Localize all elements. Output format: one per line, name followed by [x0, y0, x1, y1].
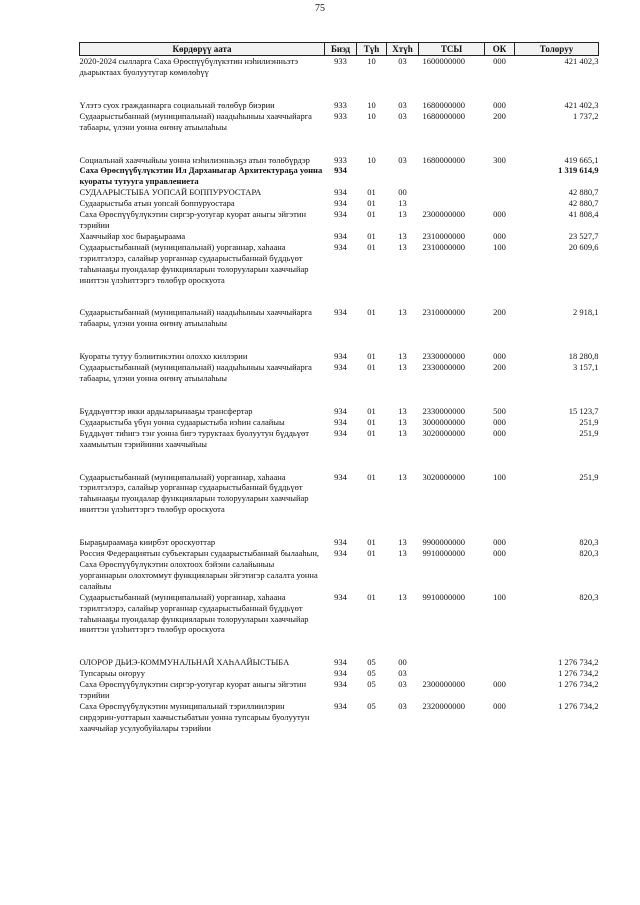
cell-expense: 000 — [493, 99, 506, 110]
cell-expense: 100 — [493, 241, 506, 252]
cell-name: Быраҕыраамаҕа киирбэт ороскуоттар — [79, 537, 216, 548]
row-spacer — [80, 384, 599, 406]
cell-target: 2330000000 — [422, 405, 465, 416]
cell-expense: 200 — [493, 110, 506, 121]
header-row — [80, 43, 599, 56]
cell-subsection: 13 — [398, 591, 407, 602]
cell-target: 2310000000 — [422, 241, 465, 252]
table-row — [80, 231, 599, 242]
cell-target — [419, 165, 485, 187]
cell-amount: 251,9 — [579, 416, 599, 427]
cell-ministry: 934 — [334, 187, 347, 198]
cell-target: 3020000000 — [422, 471, 465, 482]
table-row — [80, 428, 599, 450]
cell-ministry: 933 — [334, 154, 347, 165]
cell-subsection: 13 — [398, 537, 407, 548]
cell-section: 10 — [367, 99, 376, 110]
cell-section: 10 — [367, 154, 376, 165]
spacer-cell — [80, 384, 599, 406]
cell-section: 05 — [367, 657, 376, 668]
cell-section — [357, 165, 387, 187]
cell-section: 01 — [367, 209, 376, 220]
cell-expense: 200 — [493, 362, 506, 373]
row-spacer — [80, 78, 599, 100]
cell-target: 9900000000 — [422, 537, 465, 548]
cell-section: 01 — [367, 198, 376, 209]
cell-subsection: 13 — [398, 230, 407, 241]
table-row — [80, 701, 599, 734]
header-expense: ОК — [485, 43, 515, 56]
cell-ministry: 934 — [334, 307, 347, 318]
cell-subsection: 13 — [398, 362, 407, 373]
table-row — [80, 657, 599, 668]
cell-ministry: 934 — [334, 591, 347, 602]
cell-target — [419, 187, 485, 198]
cell-section: 05 — [367, 668, 376, 679]
cell-ministry: 934 — [334, 362, 347, 373]
cell-ministry: 934 — [334, 427, 347, 438]
cell-expense: 000 — [493, 209, 506, 220]
cell-subsection: 13 — [398, 405, 407, 416]
cell-name: Судаарыстыба үбүн уонна судаарыстыба иэһин салайыы — [79, 416, 285, 427]
cell-name: Үлэтэ суох гражданнарга социальнай төлөбүр биэрии — [79, 99, 275, 110]
header-section: Түһ — [357, 43, 387, 56]
cell-amount: 42 880,7 — [568, 198, 599, 209]
cell-name: Социальнай хааччыйыы уонна нэһилиэнньэҕэ атын төлөбүрдэр — [79, 154, 310, 165]
cell-ministry: 933 — [334, 110, 347, 121]
cell-expense: 000 — [493, 351, 506, 362]
table-row — [80, 406, 599, 417]
cell-amount: 251,9 — [579, 427, 599, 438]
table-row — [80, 187, 599, 198]
spacer-cell — [80, 635, 599, 657]
cell-target: 1680000000 — [422, 154, 465, 165]
cell-ministry: 934 — [334, 548, 347, 559]
table-row — [80, 548, 599, 592]
table-row — [80, 417, 599, 428]
cell-expense — [485, 198, 515, 209]
cell-amount: 820,3 — [579, 591, 599, 602]
cell-amount: 1 276 734,2 — [558, 679, 599, 690]
cell-amount: 419 665,1 — [564, 154, 599, 165]
cell-name: Саха Өрөспүүбүлүкэтин Ил Дарханыгар Архитектураҕа уонна куораты тутууга управлениета — [79, 165, 323, 187]
cell-ministry: 933 — [334, 56, 347, 66]
cell-ministry: 934 — [334, 537, 347, 548]
cell-amount: 18 280,8 — [568, 351, 599, 362]
cell-expense: 300 — [493, 154, 506, 165]
cell-name: Хааччыйар хос быраҕыраама — [79, 230, 186, 241]
cell-subsection: 03 — [398, 99, 407, 110]
spacer-cell — [80, 285, 599, 307]
cell-subsection: 03 — [398, 154, 407, 165]
cell-name: Судаарыстыбаннай (муниципальнай) наадыһыныы хааччыйарга табаары, үлэни уонна өҥөнү атыылаһыы — [79, 307, 312, 329]
cell-section: 01 — [367, 591, 376, 602]
cell-subsection: 13 — [398, 427, 407, 438]
cell-subsection: 13 — [398, 351, 407, 362]
cell-name: Судаарыстыба атын уопсай боппуруостара — [79, 198, 235, 209]
cell-target — [419, 668, 485, 679]
cell-ministry: 934 — [334, 471, 347, 482]
cell-section: 01 — [367, 405, 376, 416]
cell-ministry: 934 — [334, 165, 347, 176]
cell-name: Саха Өрөспүүбүлүкэтин сиргэр-уотугар куорат аныгы эйгэтин тэрийии — [79, 209, 306, 230]
cell-ministry: 933 — [334, 99, 347, 110]
cell-target: 2310000000 — [422, 230, 465, 241]
cell-name: Саха Өрөспүүбүлүкэтин муниципальнай тэриллиилэрин сирдэрин-уоттарын хаачыстыбатын уонна тупсарыы буолуутун хааччыйар усулуобуйалары тэрийии — [79, 700, 310, 733]
cell-subsection: 13 — [398, 471, 407, 482]
cell-expense: 000 — [493, 548, 506, 559]
row-spacer — [80, 329, 599, 351]
cell-subsection — [387, 165, 419, 187]
row-spacer — [80, 635, 599, 657]
header-amount: Толоруу — [515, 43, 599, 56]
cell-name: ОЛОРОР ДЬИЭ-КОММУНАЛЬНАЙ ХАҺААЙЫСТЫБА — [79, 657, 290, 668]
cell-target: 1680000000 — [422, 99, 465, 110]
cell-subsection: 03 — [398, 668, 407, 679]
cell-ministry: 934 — [334, 700, 347, 711]
cell-amount: 251,9 — [579, 471, 599, 482]
table-row — [80, 362, 599, 384]
cell-expense — [485, 187, 515, 198]
cell-ministry: 934 — [334, 241, 347, 252]
cell-amount: 1 276 734,2 — [558, 668, 599, 679]
spacer-cell — [80, 329, 599, 351]
cell-subsection: 03 — [398, 679, 407, 690]
cell-amount: 1 737,2 — [573, 110, 599, 121]
cell-section: 10 — [367, 56, 376, 66]
cell-section: 10 — [367, 110, 376, 121]
table-row — [80, 242, 599, 286]
cell-section: 01 — [367, 351, 376, 362]
spacer-cell — [80, 450, 599, 472]
table-row — [80, 472, 599, 516]
cell-subsection: 13 — [398, 416, 407, 427]
table-row — [80, 592, 599, 636]
cell-ministry: 934 — [334, 198, 347, 209]
table-row — [80, 100, 599, 111]
cell-name: Судаарыстыбаннай (муниципальнай) наадыһыныы хааччыйарга табаары, үлэни уонна өҥөнү атыылаһыы — [79, 110, 312, 132]
header-target: ТСЫ — [419, 43, 485, 56]
cell-name: Бүддьүөт тиһигэ тэҥ уонна бигэ туруктаах буолуутун бүддьүөт хаамыытын тэрийиини хааччыйыы — [79, 427, 309, 449]
cell-section: 01 — [367, 362, 376, 373]
header-subsection: Хтүһ — [387, 43, 419, 56]
table-row — [80, 668, 599, 679]
cell-amount: 23 527,7 — [568, 230, 599, 241]
cell-amount: 421 402,3 — [564, 99, 599, 110]
cell-target: 3000000000 — [422, 416, 465, 427]
cell-section: 01 — [367, 548, 376, 559]
cell-target: 2330000000 — [422, 351, 465, 362]
cell-target: 2300000000 — [422, 679, 465, 690]
cell-section: 01 — [367, 241, 376, 252]
cell-section: 01 — [367, 416, 376, 427]
cell-amount: 820,3 — [579, 537, 599, 548]
cell-amount: 15 123,7 — [568, 405, 599, 416]
cell-target: 1680000000 — [422, 110, 465, 121]
cell-amount: 3 157,1 — [573, 362, 599, 373]
row-spacer — [80, 515, 599, 537]
cell-expense — [485, 165, 515, 187]
cell-ministry: 934 — [334, 230, 347, 241]
table-body — [80, 56, 599, 734]
cell-target: 9910000000 — [422, 548, 465, 559]
cell-section: 01 — [367, 427, 376, 438]
table-row — [80, 56, 599, 78]
cell-section: 05 — [367, 679, 376, 690]
cell-name: Судаарыстыбаннай (муниципальнай) уорганнар, хаһаана тэрилтэлэрэ, салайыр уорганнар судаарыстыбаннай бүддьүөт таһынааҕы пуондалар функцияларын толорууларын хааччыйар иниттэн үлэһиттэргэ төлөбүр ороскуота — [79, 471, 309, 515]
cell-expense: 000 — [493, 700, 506, 711]
cell-amount: 820,3 — [579, 548, 599, 559]
cell-subsection: 13 — [398, 307, 407, 318]
cell-expense: 500 — [493, 405, 506, 416]
cell-name: Судаарыстыбаннай (муниципальнай) уорганнар, хаһаана тэрилтэлэрэ, салайыр уорганнар судаарыстыбаннай бүддьүөт таһынааҕы пуондалар функцияларын толорууларын хааччыйар иниттэн үлэһиттэргэ төлөбүр ороскуота — [79, 241, 309, 285]
cell-amount: 41 808,4 — [568, 209, 599, 220]
cell-expense — [485, 657, 515, 668]
table-row — [80, 679, 599, 701]
cell-ministry: 934 — [334, 351, 347, 362]
cell-expense: 000 — [493, 537, 506, 548]
cell-expense: 200 — [493, 307, 506, 318]
cell-section: 05 — [367, 700, 376, 711]
cell-section: 01 — [367, 537, 376, 548]
table-row — [80, 198, 599, 209]
cell-name: Судаарыстыбаннай (муниципальнай) уорганнар, хаһаана тэрилтэлэрэ, салайыр уорганнар судаарыстыбаннай бүддьүөт таһынааҕы пуондалар функцияларын толорууларын хааччыйар иниттэн үлэһиттэргэ төлөбүр ороскуота — [79, 591, 309, 635]
cell-section: 01 — [367, 230, 376, 241]
cell-target — [419, 657, 485, 668]
cell-name: Бүддьүөттэр икки ардыларынааҕы трансфертар — [79, 405, 253, 416]
cell-section: 01 — [367, 187, 376, 198]
cell-expense: 100 — [493, 591, 506, 602]
spacer-cell — [80, 515, 599, 537]
table-row — [80, 111, 599, 133]
cell-subsection: 00 — [398, 187, 407, 198]
cell-subsection: 03 — [398, 110, 407, 121]
spacer-cell — [80, 133, 599, 155]
cell-amount: 1 319 614,9 — [558, 165, 599, 176]
cell-section: 01 — [367, 471, 376, 482]
cell-target: 2310000000 — [422, 307, 465, 318]
cell-amount: 1 276 734,2 — [558, 657, 599, 668]
table-row — [80, 351, 599, 362]
cell-expense: 100 — [493, 471, 506, 482]
cell-expense: 000 — [493, 230, 506, 241]
page-number: 75 — [315, 3, 325, 14]
row-spacer — [80, 450, 599, 472]
table-row — [80, 155, 599, 166]
cell-ministry: 934 — [334, 668, 347, 679]
cell-target: 1600000000 — [422, 56, 465, 66]
cell-amount: 42 880,7 — [568, 187, 599, 198]
cell-target: 2320000000 — [422, 700, 465, 711]
cell-subsection: 03 — [398, 56, 407, 66]
row-spacer — [80, 133, 599, 155]
cell-section: 01 — [367, 307, 376, 318]
cell-subsection: 13 — [398, 209, 407, 220]
cell-name: 2020-2024 сылларга Саха Өрөспүүбүлүкэтин нэһилиэнньэтэ дьарыктаах буолуутугар көмөлөһүү — [79, 56, 299, 77]
cell-target: 3020000000 — [422, 427, 465, 438]
cell-expense: 000 — [493, 56, 506, 66]
cell-ministry: 934 — [334, 405, 347, 416]
table-row — [80, 165, 599, 187]
cell-name: Тупсарыы оҥоруу — [79, 668, 145, 679]
cell-expense — [485, 668, 515, 679]
cell-target: 2300000000 — [422, 209, 465, 220]
cell-expense: 000 — [493, 427, 506, 438]
cell-name: Россия Федерациятын субъектарын судаарыстыбаннай былааһын, Саха Өрөспүүбүлүкэтин олохтоох бэйэни салайыныы уорганнарын олохтоммут функцияларын эйгэтигэр салалта уонна салайыы — [79, 548, 320, 591]
row-spacer — [80, 285, 599, 307]
table-row — [80, 537, 599, 548]
cell-amount: 2 918,1 — [573, 307, 599, 318]
cell-expense: 000 — [493, 679, 506, 690]
cell-subsection: 13 — [398, 241, 407, 252]
cell-name: Куораты тутуу бэлиитикэтин олоххо киллэрии — [79, 351, 248, 362]
budget-table — [79, 42, 599, 734]
table-row — [80, 209, 599, 231]
table-row — [80, 307, 599, 329]
cell-amount: 20 609,6 — [568, 241, 599, 252]
cell-expense: 000 — [493, 416, 506, 427]
cell-ministry: 934 — [334, 679, 347, 690]
cell-name: СУДААРЫСТЫБА УОПСАЙ БОППУРУОСТАРА — [79, 187, 262, 198]
cell-subsection: 13 — [398, 198, 407, 209]
cell-subsection: 00 — [398, 657, 407, 668]
cell-ministry: 934 — [334, 416, 347, 427]
cell-subsection: 03 — [398, 700, 407, 711]
cell-target: 9910000000 — [422, 591, 465, 602]
header-name: Көрдөрүү аата — [80, 43, 325, 56]
cell-name: Саха Өрөспүүбүлүкэтин сиргэр-уотугар куорат аныгы эйгэтин тэрийии — [79, 679, 306, 701]
cell-ministry: 934 — [334, 657, 347, 668]
cell-target — [419, 198, 485, 209]
header-ministry: Биэд — [325, 43, 357, 56]
cell-amount: 421 402,3 — [564, 56, 599, 66]
cell-target: 2330000000 — [422, 362, 465, 373]
cell-amount: 1 276 734,2 — [558, 700, 599, 711]
cell-name: Судаарыстыбаннай (муниципальнай) наадыһыныы хааччыйарга табаары, үлэни уонна өҥөнү атыылаһыы — [79, 362, 312, 384]
cell-subsection: 13 — [398, 548, 407, 559]
cell-ministry: 934 — [334, 209, 347, 220]
spacer-cell — [80, 78, 599, 100]
